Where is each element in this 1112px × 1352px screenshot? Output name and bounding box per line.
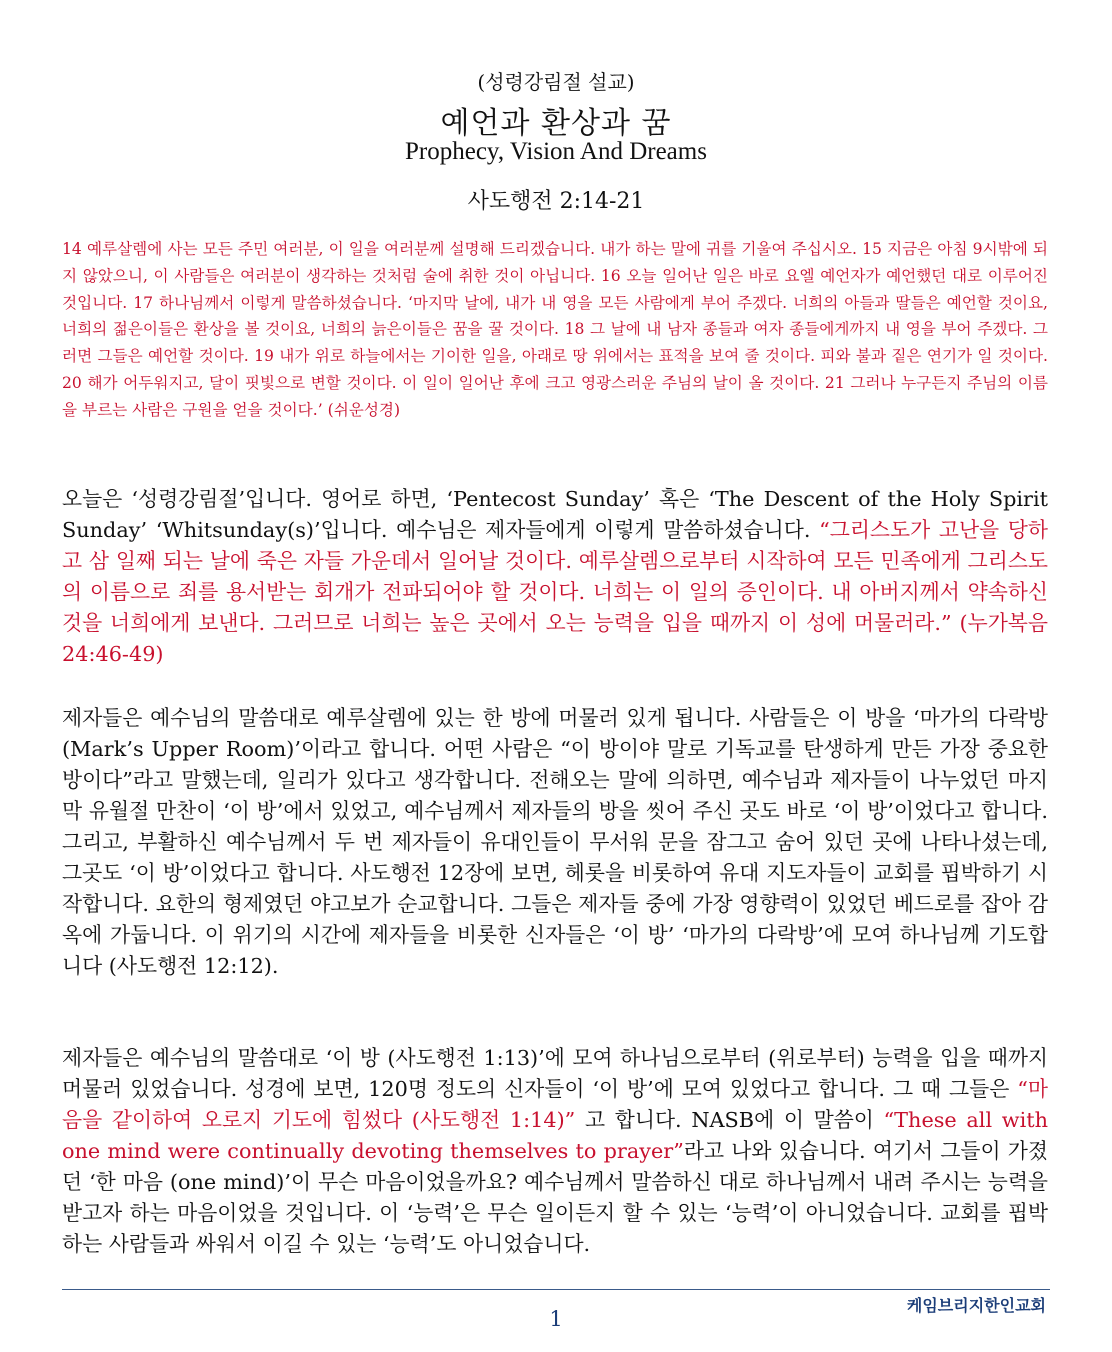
paragraph-1 bbox=[62, 484, 1048, 670]
footer-divider bbox=[62, 1289, 1050, 1290]
paragraph-1-text: 오늘은 ‘성령강림절’입니다. 영어로 하면, ‘Pentecost Sunday’ 혹은 ‘The Descent of the Holy Spirit Sunday’ ‘Whitsunday(s)’입니다. 예수님은 제자들에게 이렇게 말씀하셨습니다. bbox=[62, 487, 1048, 542]
paragraph-3-text-b: 고 합니다. NASB에 이 말씀이 bbox=[575, 1108, 884, 1132]
paragraph-2: 제자들은 예수님의 말씀대로 예루살렘에 있는 한 방에 머물러 있게 됩니다. 사람들은 이 방을 ‘마가의 다락방 (Mark’s Upper Room)’이라고 합니다. 어떤 사람은 “이 방이야 말로 기독교를 탄생하게 만든 가장 중요한 방이다”라고 말했는데, 일리가 있다고 생각합니다. 전해오는 말에 의하면, 예수님과 제자들이 나누었던 마지막 유월절 만찬이 ‘이 방’에서 있었고, 예수님께서 제자들의 방을 씻어 주신 곳도 바로 ‘이 방’이었다고 합니다. 그리고, 부활하신 예수님께서 두 번 제자들이 유대인들이 무서워 문을 잠그고 숨어 있던 곳에 나타나셨는데, 그곳도 ‘이 방’이었다고 합니다. 사도행전 12장에 보면, 헤롯을 비롯하여 유대 지도자들이 교회를 핍박하기 시작합니다. 요한의 형제였던 야고보가 순교합니다. 그들은 제자들 중에 가장 영향력이 있었던 베드로를 잡아 감옥에 가둡니다. 이 위기의 시간에 제자들을 비롯한 신자들은 ‘이 방’ ‘마가의 다락방’에 모여 하나님께 기도합니다 (사도행전 12:12). bbox=[62, 706, 1048, 978]
paragraph-1-quote: “그리스도가 고난을 당하고 삼 일째 되는 날에 죽은 자들 가운데서 일어날 것이다. 예루살렘으로부터 시작하여 모든 민족에게 그리스도의 이름으로 죄를 용서받는 회개가 전파되어야 할 것이다. 너희는 이 일의 증인이다. 내 아버지께서 약속하신 것을 너희에게 보낸다. 그러므로 너희는 높은 곳에서 오는 능력을 입을 때까지 이 성에 머물러라.” (누가복음 24:46-49) bbox=[62, 518, 1048, 666]
paragraph-3-quote-korean: “마음을 같이하여 오로지 기도에 힘썼다 (사도행전 1:14)” bbox=[62, 1077, 1048, 1132]
paragraph-3 bbox=[62, 1043, 1048, 1260]
sermon-english-title: Prophecy, Vision And Dreams bbox=[405, 138, 707, 165]
sermon-subtitle: (성령강림절 설교) bbox=[477, 70, 635, 94]
paragraph-3-text-c: 라고 나와 있습니다. 여기서 그들이 가졌던 ‘한 마음 (one mind)’이 무슨 마음이었을까요? 예수님께서 말씀하신 대로 하나님께서 내려 주시는 능력을 받고자 하는 마음이었을 것입니다. 이 ‘능력’은 무슨 일이든지 할 수 있는 ‘능력’이 아니었습니다. 교회를 핍박하는 사람들과 싸워서 이길 수 있는 ‘능력’도 아니었습니다. bbox=[62, 1139, 1048, 1256]
sermon-title: 예언과 환상과 꿈 bbox=[440, 106, 672, 141]
paragraph-3-text-a: 제자들은 예수님의 말씀대로 ‘이 방 (사도행전 1:13)’에 모여 하나님으로부터 (위로부터) 능력을 입을 때까지 머물러 있었습니다. 성경에 보면, 120명 정도의 신자들이 ‘이 방’에 모여 있었다고 합니다. 그 때 그들은 bbox=[62, 1046, 1048, 1101]
scripture-reference: 사도행전 2:14-21 bbox=[467, 189, 645, 214]
scripture-passage: 14 예루살렘에 사는 모든 주민 여러분, 이 일을 여러분께 설명해 드리겠습니다. 내가 하는 말에 귀를 기울여 주십시오. 15 지금은 아침 9시밖에 되지 않았으니, 이 사람들은 여러분이 생각하는 것처럼 술에 취한 것이 아닙니다. 16 오늘 일어난 일은 바로 요엘 예언자가 예언했던 대로 이루어진 것입니다. 17 하나님께서 이렇게 말씀하셨습니다. ‘마지막 날에, 내가 내 영을 모든 사람에게 부어 주겠다. 너희의 아들과 딸들은 예언할 것이요, 너희의 젊은이들은 환상을 볼 것이요, 너희의 늙은이들은 꿈을 꿀 것이다. 18 그 날에 내 남자 종들과 여자 종들에게까지 내 영을 부어 주겠다. 그러면 그들은 예언할 것이다. 19 내가 위로 하늘에서는 기이한 일을, 아래로 땅 위에서는 표적을 보여 줄 것이다. 피와 불과 짙은 연기가 일 것이다. 20 해가 어두워지고, 달이 핏빛으로 변할 것이다. 이 일이 일어난 후에 크고 영광스러운 주님의 날이 올 것이다. 21 그러나 누구든지 주님의 이름을 부르는 사람은 구원을 얻을 것이다.’ (쉬운성경) bbox=[62, 240, 1048, 419]
church-name: 케임브리지한인교회 bbox=[906, 1296, 1046, 1315]
page-number: 1 bbox=[549, 1307, 563, 1331]
paragraph-3-quote-english: “These all with one mind were continually devoting themselves to prayer” bbox=[62, 1108, 1048, 1163]
